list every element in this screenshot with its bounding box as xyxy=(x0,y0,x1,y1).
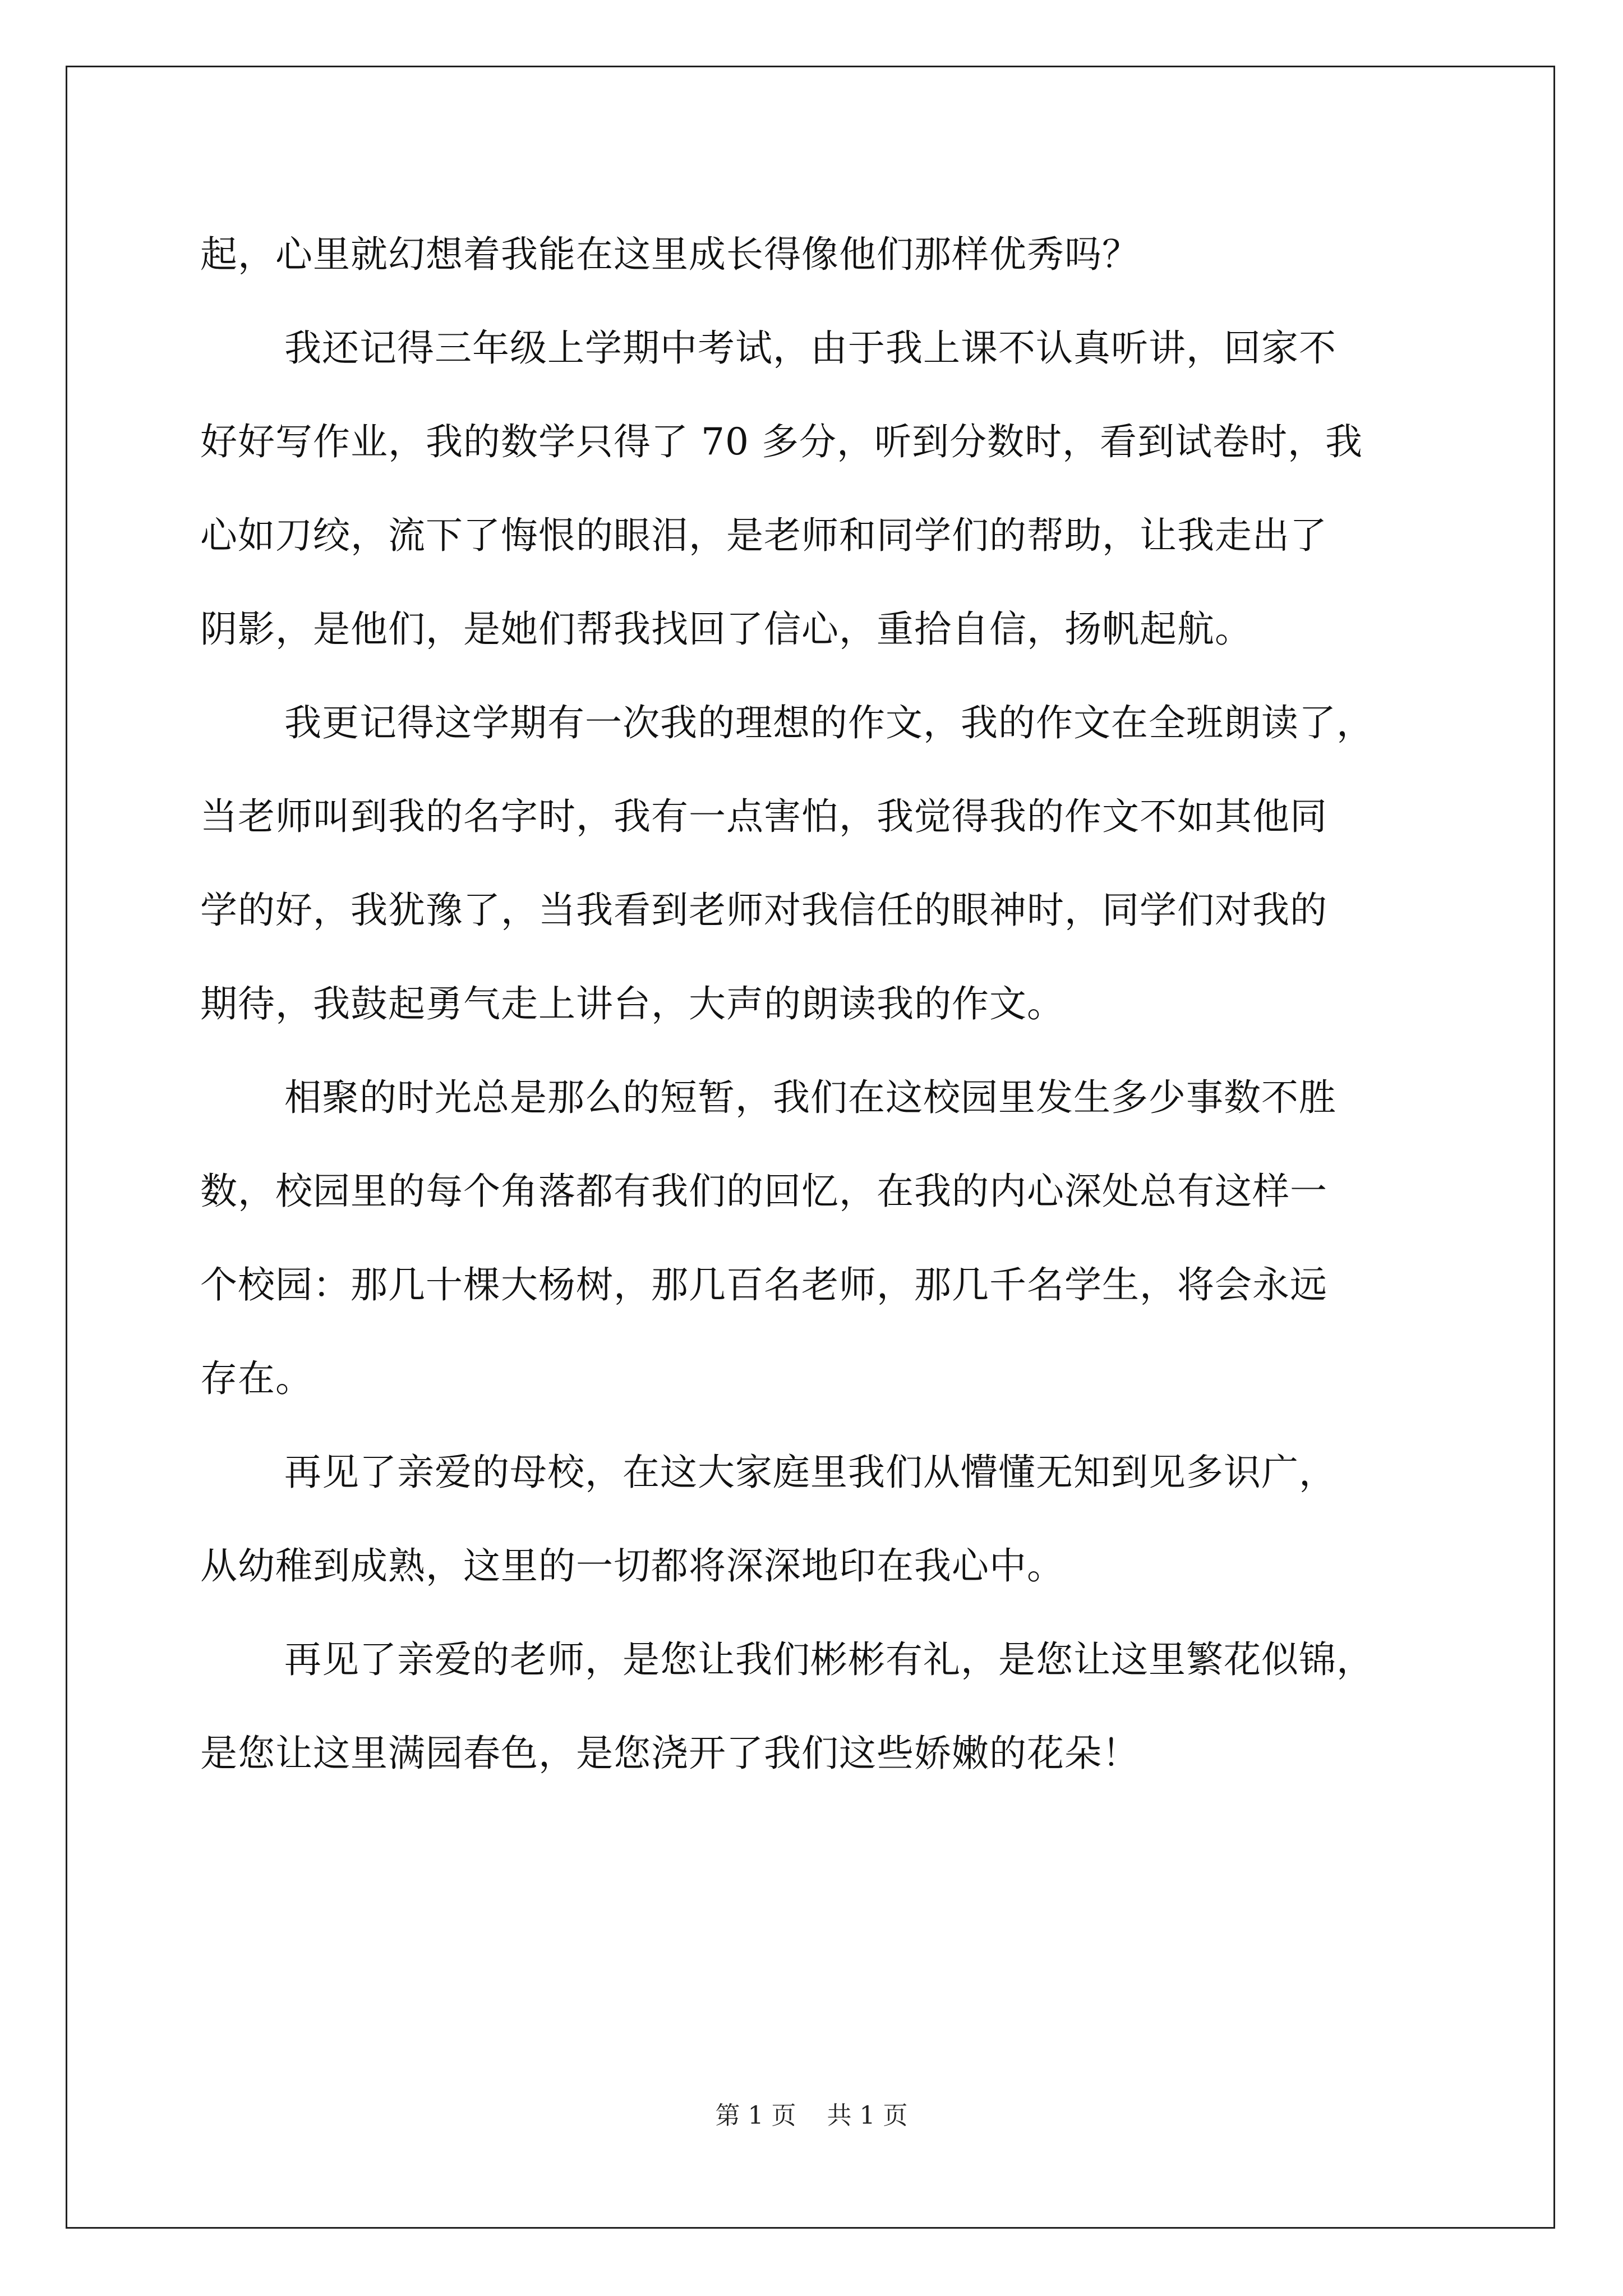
text-line: 相聚的时光总是那么的短暂，我们在这校园里发生多少事数不胜 xyxy=(284,1076,1336,1119)
text-line: 期待，我鼓起勇气走上讲台，大声的朗读我的作文。 xyxy=(200,982,1064,1025)
text-line: 再见了亲爱的母校，在这大家庭里我们从懵懂无知到见多识广， xyxy=(284,1451,1336,1494)
text-line: 数，校园里的每个角落都有我们的回忆，在我的内心深处总有这样一 xyxy=(200,1170,1327,1213)
text-line: 学的好，我犹豫了，当我看到老师对我信任的眼神时，同学们对我的 xyxy=(200,889,1327,932)
text-line: 我更记得这学期有一次我的理想的作文，我的作文在全班朗读了， xyxy=(284,701,1374,744)
paragraph-4 xyxy=(200,1051,1456,1425)
paragraph-3 xyxy=(200,676,1456,1051)
paragraph-5 xyxy=(200,1425,1456,1613)
page-number: 第 1 页 xyxy=(715,2101,796,2130)
text-line: 起，心里就幻想着我能在这里成长得像他们那样优秀吗？ xyxy=(200,233,1140,276)
document-body xyxy=(200,208,1456,1800)
paragraph-1 xyxy=(200,208,1456,301)
paragraph-6 xyxy=(200,1613,1456,1800)
text-line: 个校园：那几十棵大杨树，那几百名老师，那几千名学生，将会永远 xyxy=(200,1263,1327,1306)
text-line: 我还记得三年级上学期中考试，由于我上课不认真听讲，回家不 xyxy=(284,326,1336,370)
text-line: 是您让这里满园春色，是您浇开了我们这些娇嫩的花朵！ xyxy=(200,1732,1140,1775)
text-line: 心如刀绞，流下了悔恨的眼泪，是老师和同学们的帮助，让我走出了 xyxy=(200,514,1327,557)
text-line: 当老师叫到我的名字时，我有一点害怕，我觉得我的作文不如其他同 xyxy=(200,795,1327,838)
text-line: 再见了亲爱的老师，是您让我们彬彬有礼，是您让这里繁花似锦， xyxy=(284,1638,1374,1681)
text-line: 好好写作业，我的数学只得了 70 多分，听到分数时，看到试卷时，我 xyxy=(200,420,1363,463)
text-line: 存在。 xyxy=(200,1357,313,1400)
page-footer xyxy=(0,2095,1623,2131)
paragraph-2 xyxy=(200,301,1456,676)
text-line: 从幼稚到成熟，这里的一切都将深深地印在我心中。 xyxy=(200,1544,1064,1588)
page-total: 共 1 页 xyxy=(827,2101,908,2130)
text-line: 阴影，是他们，是她们帮我找回了信心，重拾自信，扬帆起航。 xyxy=(200,608,1252,651)
